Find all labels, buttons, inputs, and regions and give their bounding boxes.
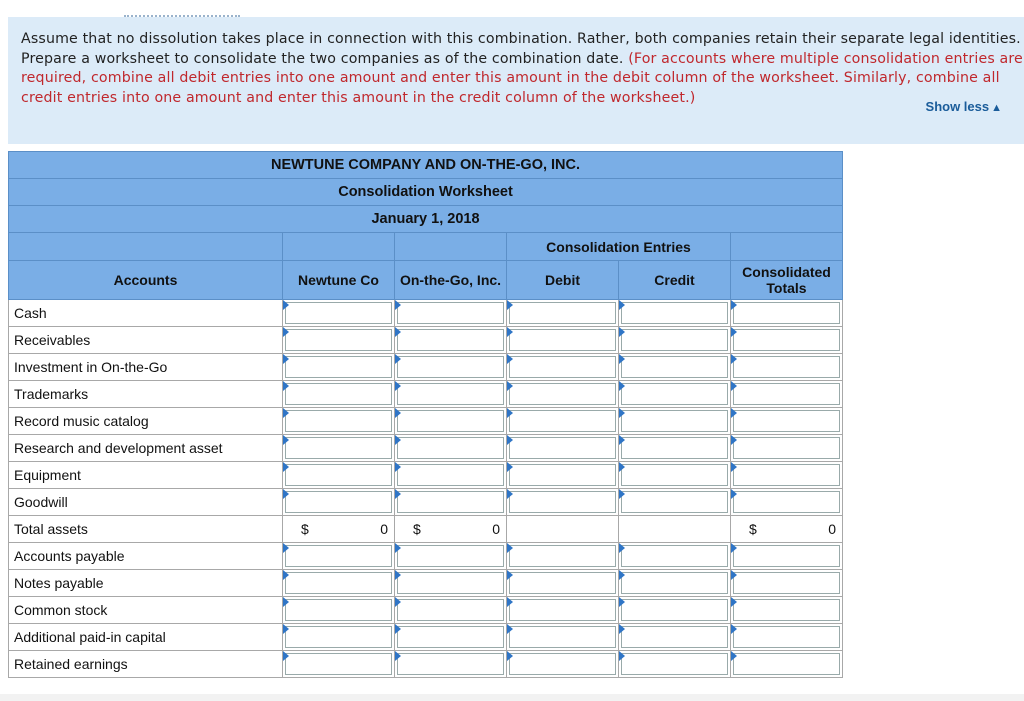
account-label: Additional paid-in capital	[9, 624, 283, 651]
newtune-input[interactable]	[285, 653, 392, 675]
consolidated-input-cell	[731, 300, 843, 327]
consolidated-header: Consolidated Totals	[731, 261, 843, 300]
input-marker-icon	[619, 462, 625, 472]
input-marker-icon	[395, 597, 401, 607]
onthego-input-cell	[395, 543, 507, 570]
account-row	[9, 651, 843, 678]
credit-input-cell	[619, 435, 731, 462]
header-blank	[9, 233, 283, 261]
credit-input[interactable]	[621, 599, 728, 621]
input-marker-icon	[395, 354, 401, 364]
consolidated-input[interactable]	[733, 626, 840, 648]
debit-input-cell	[507, 651, 619, 678]
total-debit-blank	[507, 516, 619, 543]
onthego-input[interactable]	[397, 464, 504, 486]
input-marker-icon	[619, 570, 625, 580]
input-marker-icon	[619, 381, 625, 391]
account-label: Notes payable	[9, 570, 283, 597]
debit-input[interactable]	[509, 356, 616, 378]
account-label: Trademarks	[9, 381, 283, 408]
newtune-input[interactable]	[285, 437, 392, 459]
input-marker-icon	[731, 489, 737, 499]
onthego-input[interactable]	[397, 437, 504, 459]
input-marker-icon	[731, 570, 737, 580]
consolidation-entries-header: Consolidation Entries	[507, 233, 731, 261]
input-marker-icon	[283, 462, 289, 472]
consolidated-input-cell	[731, 462, 843, 489]
onthego-input-cell	[395, 300, 507, 327]
input-marker-icon	[507, 435, 513, 445]
account-label: Receivables	[9, 327, 283, 354]
onthego-input[interactable]	[397, 572, 504, 594]
accounts-header: Accounts	[9, 261, 283, 300]
input-marker-icon	[283, 624, 289, 634]
debit-input[interactable]	[509, 599, 616, 621]
input-marker-icon	[507, 462, 513, 472]
credit-input[interactable]	[621, 329, 728, 351]
consolidated-input[interactable]	[733, 410, 840, 432]
account-row	[9, 624, 843, 651]
credit-input-cell	[619, 300, 731, 327]
input-marker-icon	[507, 651, 513, 661]
input-marker-icon	[619, 354, 625, 364]
input-marker-icon	[731, 462, 737, 472]
consolidated-input[interactable]	[733, 491, 840, 513]
input-marker-icon	[283, 408, 289, 418]
credit-input-cell	[619, 570, 731, 597]
debit-input[interactable]	[509, 653, 616, 675]
total-assets-row	[9, 516, 843, 543]
account-row	[9, 300, 843, 327]
input-marker-icon	[507, 354, 513, 364]
consolidated-input-cell	[731, 597, 843, 624]
input-marker-icon	[395, 300, 401, 310]
input-marker-icon	[283, 354, 289, 364]
credit-input[interactable]	[621, 572, 728, 594]
consolidated-input-cell	[731, 570, 843, 597]
input-marker-icon	[731, 327, 737, 337]
debit-input-cell	[507, 489, 619, 516]
onthego-input[interactable]	[397, 410, 504, 432]
account-label: Equipment	[9, 462, 283, 489]
account-label: Investment in On-the-Go	[9, 354, 283, 381]
onthego-input[interactable]	[397, 302, 504, 324]
consolidated-input[interactable]	[733, 599, 840, 621]
debit-input[interactable]	[509, 410, 616, 432]
input-marker-icon	[619, 300, 625, 310]
newtune-input[interactable]	[285, 572, 392, 594]
input-marker-icon	[507, 570, 513, 580]
show-less-label: Show less	[925, 99, 990, 114]
consolidated-input-cell	[731, 327, 843, 354]
newtune-input[interactable]	[285, 302, 392, 324]
total-credit-blank	[619, 516, 731, 543]
credit-input[interactable]	[621, 410, 728, 432]
newtune-input[interactable]	[285, 491, 392, 513]
newtune-input-cell	[283, 435, 395, 462]
newtune-input-cell	[283, 300, 395, 327]
credit-header: Credit	[619, 261, 731, 300]
credit-input[interactable]	[621, 302, 728, 324]
input-marker-icon	[507, 381, 513, 391]
newtune-input-cell	[283, 381, 395, 408]
debit-input[interactable]	[509, 572, 616, 594]
credit-input-cell	[619, 543, 731, 570]
debit-input[interactable]	[509, 545, 616, 567]
onthego-input[interactable]	[397, 545, 504, 567]
account-row	[9, 570, 843, 597]
onthego-input[interactable]	[397, 383, 504, 405]
consolidated-input-cell	[731, 651, 843, 678]
header-blank	[731, 233, 843, 261]
account-row	[9, 435, 843, 462]
input-marker-icon	[395, 327, 401, 337]
debit-input-cell	[507, 597, 619, 624]
onthego-input-cell	[395, 570, 507, 597]
account-label: Goodwill	[9, 489, 283, 516]
account-label: Retained earnings	[9, 651, 283, 678]
account-label: Cash	[9, 300, 283, 327]
account-row	[9, 408, 843, 435]
account-label: Record music catalog	[9, 408, 283, 435]
input-marker-icon	[283, 651, 289, 661]
account-row	[9, 462, 843, 489]
worksheet-title: Consolidation Worksheet	[9, 179, 843, 206]
input-marker-icon	[731, 300, 737, 310]
input-marker-icon	[507, 597, 513, 607]
input-marker-icon	[395, 435, 401, 445]
onthego-input-cell	[395, 408, 507, 435]
debit-input-cell	[507, 327, 619, 354]
newtune-input-cell	[283, 543, 395, 570]
input-marker-icon	[283, 597, 289, 607]
credit-input-cell	[619, 381, 731, 408]
debit-input-cell	[507, 624, 619, 651]
credit-input[interactable]	[621, 491, 728, 513]
input-marker-icon	[619, 543, 625, 553]
credit-input[interactable]	[621, 464, 728, 486]
input-marker-icon	[395, 543, 401, 553]
credit-input-cell	[619, 327, 731, 354]
onthego-input[interactable]	[397, 329, 504, 351]
onthego-input[interactable]	[397, 356, 504, 378]
account-label: Research and development asset	[9, 435, 283, 462]
account-label: Accounts payable	[9, 543, 283, 570]
debit-header: Debit	[507, 261, 619, 300]
consolidated-input-cell	[731, 435, 843, 462]
credit-input[interactable]	[621, 653, 728, 675]
input-marker-icon	[395, 462, 401, 472]
onthego-input[interactable]	[397, 653, 504, 675]
consolidated-input[interactable]	[733, 302, 840, 324]
input-marker-icon	[619, 489, 625, 499]
newtune-input[interactable]	[285, 626, 392, 648]
consolidated-input[interactable]	[733, 653, 840, 675]
onthego-input-cell	[395, 435, 507, 462]
debit-input-cell	[507, 408, 619, 435]
debit-input[interactable]	[509, 464, 616, 486]
newtune-input[interactable]	[285, 599, 392, 621]
input-marker-icon	[283, 570, 289, 580]
input-marker-icon	[731, 408, 737, 418]
consolidated-input[interactable]	[733, 329, 840, 351]
input-marker-icon	[619, 435, 625, 445]
input-marker-icon	[283, 381, 289, 391]
total-onthego: $ 0	[395, 516, 507, 543]
consolidated-input[interactable]	[733, 383, 840, 405]
input-marker-icon	[283, 300, 289, 310]
credit-input[interactable]	[621, 545, 728, 567]
total-assets-label: Total assets	[9, 516, 283, 543]
input-marker-icon	[619, 408, 625, 418]
debit-input-cell	[507, 462, 619, 489]
input-marker-icon	[507, 408, 513, 418]
newtune-input[interactable]	[285, 356, 392, 378]
header-blank	[395, 233, 507, 261]
consolidated-input[interactable]	[733, 356, 840, 378]
debit-input-cell	[507, 381, 619, 408]
consolidated-input-cell	[731, 381, 843, 408]
account-label: Common stock	[9, 597, 283, 624]
total-consolidated: $ 0	[731, 516, 843, 543]
consolidated-input-cell	[731, 408, 843, 435]
newtune-input[interactable]	[285, 329, 392, 351]
newtune-input[interactable]	[285, 410, 392, 432]
input-marker-icon	[731, 543, 737, 553]
instructions-panel	[8, 17, 1024, 144]
input-marker-icon	[731, 597, 737, 607]
debit-input-cell	[507, 435, 619, 462]
input-marker-icon	[283, 327, 289, 337]
account-row	[9, 543, 843, 570]
input-marker-icon	[731, 381, 737, 391]
input-marker-icon	[619, 327, 625, 337]
onthego-input-cell	[395, 381, 507, 408]
onthego-input[interactable]	[397, 626, 504, 648]
consolidated-input[interactable]	[733, 437, 840, 459]
input-marker-icon	[731, 624, 737, 634]
debit-input-cell	[507, 354, 619, 381]
input-marker-icon	[283, 543, 289, 553]
newtune-input-cell	[283, 624, 395, 651]
credit-input-cell	[619, 462, 731, 489]
credit-input[interactable]	[621, 356, 728, 378]
newtune-input-cell	[283, 462, 395, 489]
debit-input[interactable]	[509, 437, 616, 459]
header-blank	[283, 233, 395, 261]
consolidated-input[interactable]	[733, 572, 840, 594]
newtune-input-cell	[283, 408, 395, 435]
input-marker-icon	[731, 651, 737, 661]
input-marker-icon	[395, 624, 401, 634]
account-row	[9, 489, 843, 516]
credit-input-cell	[619, 597, 731, 624]
input-marker-icon	[507, 327, 513, 337]
onthego-input[interactable]	[397, 491, 504, 513]
input-marker-icon	[619, 624, 625, 634]
account-row	[9, 327, 843, 354]
credit-input-cell	[619, 408, 731, 435]
bottom-bar	[0, 694, 1024, 701]
consolidated-input-cell	[731, 489, 843, 516]
credit-input[interactable]	[621, 437, 728, 459]
input-marker-icon	[395, 651, 401, 661]
credit-input[interactable]	[621, 626, 728, 648]
onthego-input-cell	[395, 624, 507, 651]
newtune-input-cell	[283, 489, 395, 516]
consolidation-worksheet	[8, 151, 843, 678]
instructions-text: Assume that no dissolution takes place in connection with this combination. Rather, both companies retain their separate legal identities. Prepare a worksheet to consolidate the two companies as of the combination date.	[21, 31, 1021, 67]
newtune-input[interactable]	[285, 464, 392, 486]
debit-input-cell	[507, 543, 619, 570]
newtune-input-cell	[283, 327, 395, 354]
debit-input[interactable]	[509, 626, 616, 648]
account-row	[9, 354, 843, 381]
input-marker-icon	[283, 435, 289, 445]
debit-input-cell	[507, 300, 619, 327]
input-marker-icon	[395, 570, 401, 580]
credit-input-cell	[619, 651, 731, 678]
total-newtune: $ 0	[283, 516, 395, 543]
onthego-input-cell	[395, 651, 507, 678]
triangle-up-icon: ▲	[991, 102, 1002, 114]
input-marker-icon	[395, 408, 401, 418]
newtune-input-cell	[283, 651, 395, 678]
consolidated-input-cell	[731, 543, 843, 570]
account-row	[9, 381, 843, 408]
debit-input[interactable]	[509, 329, 616, 351]
consolidated-input[interactable]	[733, 545, 840, 567]
input-marker-icon	[283, 489, 289, 499]
newtune-input[interactable]	[285, 383, 392, 405]
debit-input[interactable]	[509, 491, 616, 513]
company-title: NEWTUNE COMPANY AND ON-THE-GO, INC.	[9, 152, 843, 179]
credit-input[interactable]	[621, 383, 728, 405]
consolidated-input-cell	[731, 354, 843, 381]
account-row	[9, 597, 843, 624]
input-marker-icon	[731, 354, 737, 364]
newtune-input-cell	[283, 597, 395, 624]
onthego-input-cell	[395, 597, 507, 624]
credit-input-cell	[619, 354, 731, 381]
input-marker-icon	[507, 300, 513, 310]
instructions-note: (For accounts where multiple consolidation entries are required, combine all debit entries into one amount and enter this amount in the debit column of the worksheet. Similarly, combine all credit entries into one amount and enter this amount in the credit column of the worksheet.)	[21, 50, 1023, 106]
debit-input-cell	[507, 570, 619, 597]
input-marker-icon	[507, 543, 513, 553]
input-marker-icon	[507, 624, 513, 634]
debit-input[interactable]	[509, 302, 616, 324]
worksheet-date: January 1, 2018	[9, 206, 843, 233]
onthego-input-cell	[395, 489, 507, 516]
input-marker-icon	[619, 597, 625, 607]
newtune-input-cell	[283, 354, 395, 381]
onthego-header: On-the-Go, Inc.	[395, 261, 507, 300]
newtune-input-cell	[283, 570, 395, 597]
newtune-header: Newtune Co	[283, 261, 395, 300]
newtune-input[interactable]	[285, 545, 392, 567]
credit-input-cell	[619, 489, 731, 516]
onthego-input[interactable]	[397, 599, 504, 621]
onthego-input-cell	[395, 354, 507, 381]
input-marker-icon	[395, 381, 401, 391]
consolidated-input[interactable]	[733, 464, 840, 486]
input-marker-icon	[619, 651, 625, 661]
input-marker-icon	[731, 435, 737, 445]
credit-input-cell	[619, 624, 731, 651]
debit-input[interactable]	[509, 383, 616, 405]
onthego-input-cell	[395, 462, 507, 489]
input-marker-icon	[395, 489, 401, 499]
onthego-input-cell	[395, 327, 507, 354]
show-less-link[interactable]	[926, 99, 1002, 114]
consolidated-input-cell	[731, 624, 843, 651]
input-marker-icon	[507, 489, 513, 499]
